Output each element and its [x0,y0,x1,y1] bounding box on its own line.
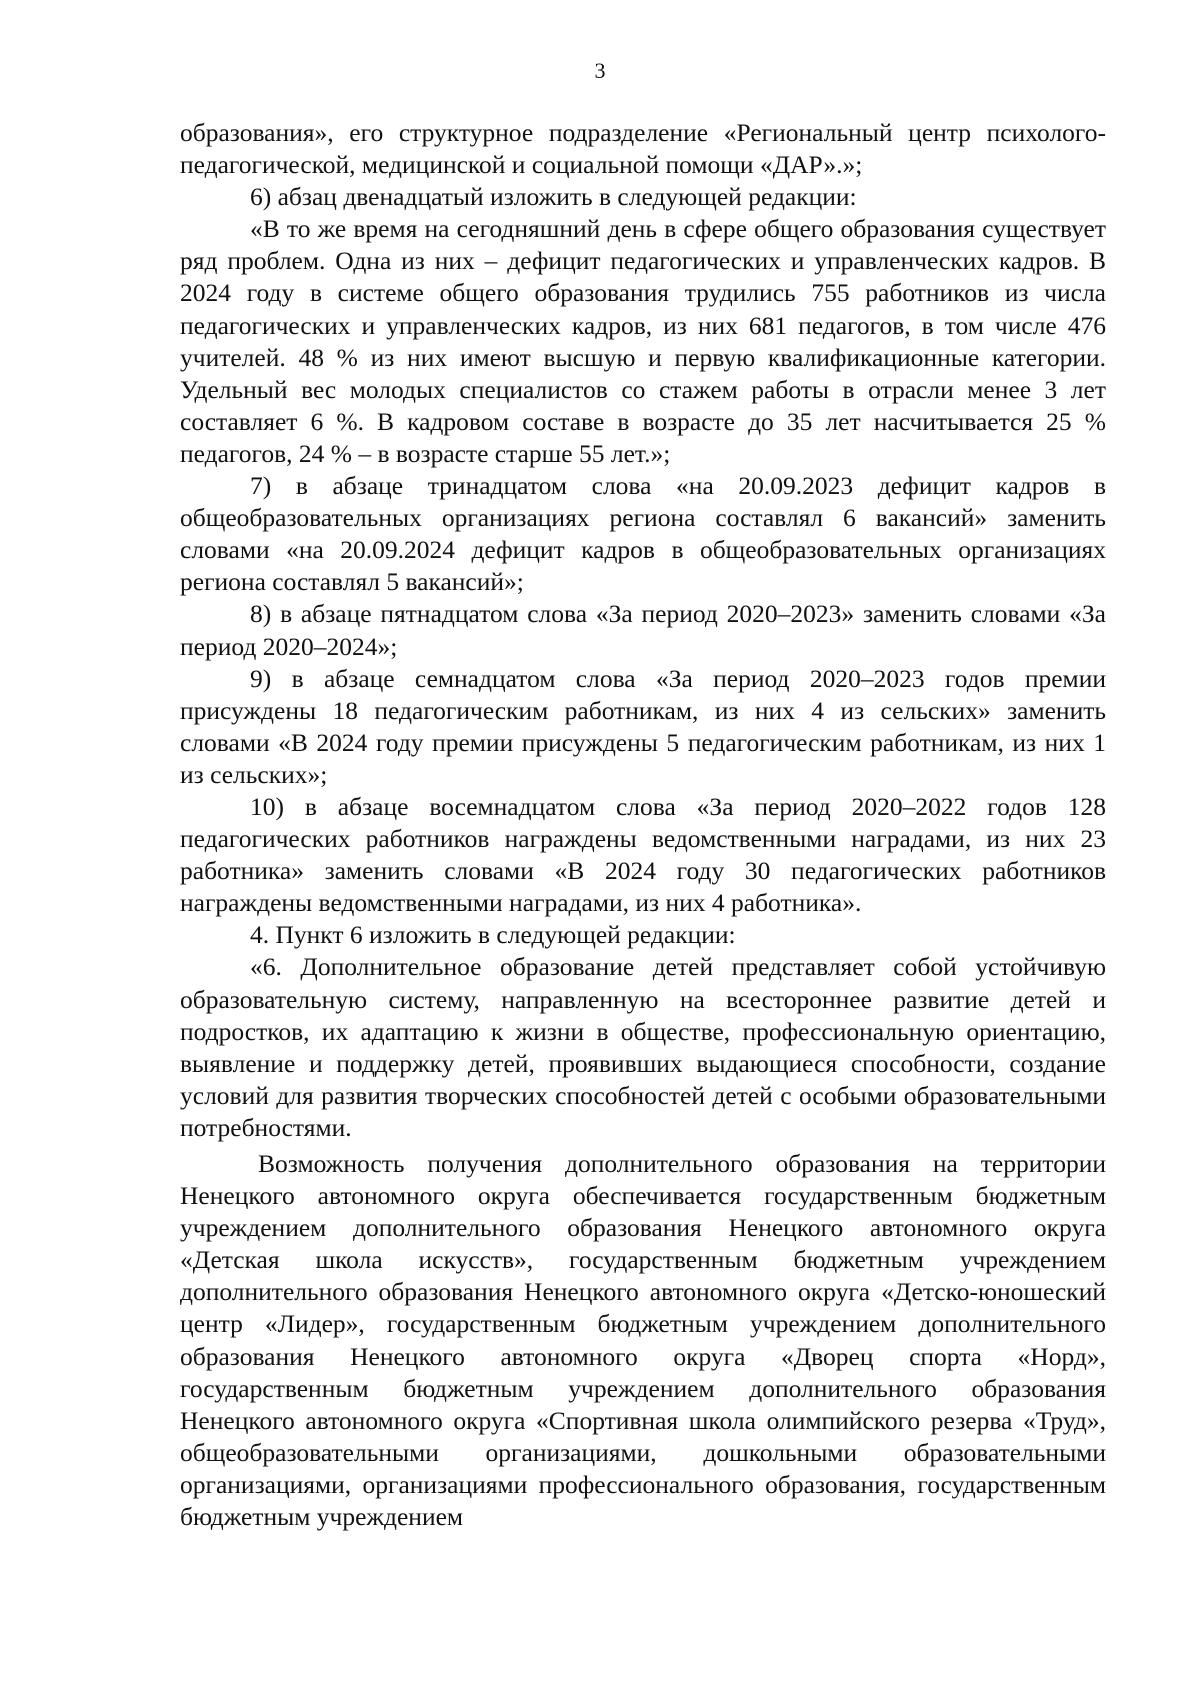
paragraph-quoted-staffing: «В то же время на сегодняшний день в сфере общего образования существует ряд проблем. Одна из них – дефицит педагогических и управленческих кадров. В 2024 году в системе общего образования трудились 755 работников из числа педагогических и управленческих кадров, из них 681 педагогов, в том числе 476 учителей. 48 % из них имеют высшую и первую квалификационные категории. Удельный вес молодых специалистов со стажем работы в отрасли менее 3 лет составляет 6 %. В кадровом составе в возрасте до 35 лет насчитывается 25 % педагогов, 24 % – в возрасте старше 55 лет.»; [180,214,1106,468]
paragraph-item-7: 7) в абзаце тринадцатом слова «на 20.09.2023 дефицит кадров в общеобразовательных организациях региона составлял 6 вакансий» заменить словами «на 20.09.2024 дефицит кадров в общеобразовательных организациях региона составлял 5 вакансий»; [180,471,1106,597]
paragraph-continuation: образования», его структурное подразделение «Региональный центр психолого-педагогической, медицинской и социальной помощи «ДАР».»; [180,118,1106,180]
paragraph-item-8: 8) в абзаце пятнадцатом слова «За период 2020–2023» заменить словами «За период 2020–2024»; [180,599,1106,661]
document-body [180,117,1106,1533]
paragraph-additional-education: Возможность получения дополнительного образования на территории Ненецкого автономного округа обеспечивается государственным бюджетным учреждением дополнительного образования Ненецкого автономного округа «Детская школа искусств», государственным бюджетным учреждением дополнительного образования Ненецкого автономного округа «Детско-юношеский центр «Лидер», государственным бюджетным учреждением дополнительного образования Ненецкого автономного округа «Дворец спорта «Норд», государственным бюджетным учреждением дополнительного образования Ненецкого автономного округа «Спортивная школа олимпийского резерва «Труд», общеобразовательными организациями, дошкольными образовательными организациями, организациями профессионального образования, государственным бюджетным учреждением [180,1149,1106,1532]
paragraph-item-10: 10) в абзаце восемнадцатом слова «За период 2020–2022 годов 128 педагогических работников награждены ведомственными наградами, из них 23 работника» заменить словами «В 2024 году 30 педагогических работников награждены ведомственными наградами, из них 4 работника». [180,791,1106,918]
paragraph-point-4: 4. Пункт 6 изложить в следующей редакции: [250,920,736,950]
paragraph-item-6: 6) абзац двенадцатый изложить в следующей редакции: [250,182,857,212]
page-number: 3 [594,58,606,83]
paragraph-item-9: 9) в абзаце семнадцатом слова «За период 2020–2023 годов премии присуждены 18 педагогическим работникам, из них 4 из сельских» заменить словами «В 2024 году премии присуждены 5 педагогическим работникам, из них 1 из сельских»; [180,663,1106,789]
paragraph-quoted-point-6: «6. Дополнительное образование детей представляет собой устойчивую образовательную систему, направленную на всестороннее развитие детей и подростков, их адаптацию к жизни в обществе, профессиональную ориентацию, выявление и поддержку детей, проявивших выдающиеся способности, создание условий для развития творческих способностей детей с особыми образовательными потребностями. [180,952,1106,1142]
